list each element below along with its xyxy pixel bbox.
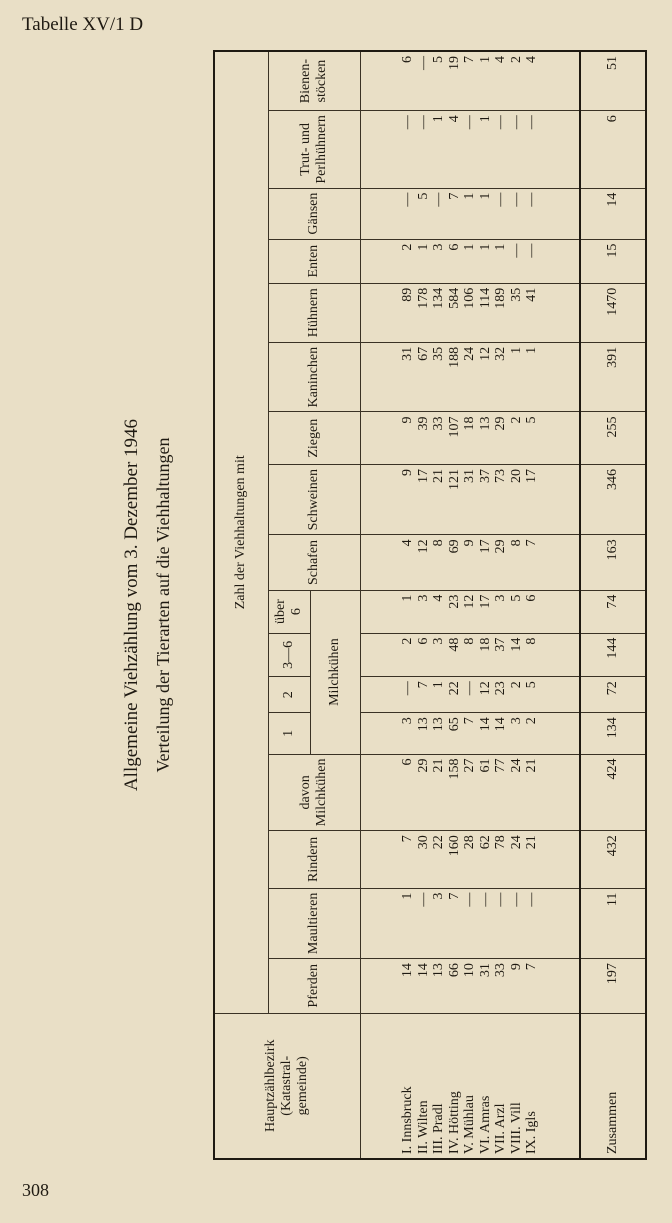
total-huehnern: 1470 <box>580 283 646 342</box>
cell-value: 77 <box>493 758 508 773</box>
cell-value: — <box>477 892 493 907</box>
cell-value: 24 <box>508 758 524 773</box>
cell-value: 9 <box>400 468 415 476</box>
cell-value: 31 <box>462 468 477 483</box>
cell-value: 2 <box>508 681 524 689</box>
cell-value: 1 <box>477 56 493 63</box>
cell-value: 6 <box>415 637 431 645</box>
cell-value: 31 <box>477 963 493 978</box>
table-header <box>214 51 360 1159</box>
cell-value: 61 <box>477 758 493 773</box>
cell-value: 7 <box>400 835 415 843</box>
cell-value: 7 <box>446 892 462 900</box>
cell-value: 39 <box>415 416 431 431</box>
cell-value: 8 <box>524 637 539 645</box>
cell-value: 37 <box>493 637 508 652</box>
cell-value: 5 <box>508 594 524 602</box>
cell-value: 8 <box>508 539 524 547</box>
district-name: VI. Amras <box>477 1095 493 1154</box>
cell-value: — <box>493 115 508 130</box>
cell-value: — <box>462 892 477 907</box>
total-kaninchen: 391 <box>580 342 646 412</box>
cell-value: — <box>415 892 431 907</box>
cell-value: 21 <box>431 468 446 483</box>
cell-value: 30 <box>415 835 431 850</box>
column-values-schweinen <box>360 464 580 534</box>
cell-value: 4 <box>493 56 508 63</box>
cell-value: 1 <box>477 115 493 123</box>
cell-value: — <box>462 115 477 130</box>
cell-value: 8 <box>431 539 446 547</box>
table-title: Allgemeine Viehzählung vom 3. Dezember 1946 <box>121 418 142 792</box>
cell-value: — <box>431 192 446 207</box>
cell-value: 2 <box>400 243 415 251</box>
cell-value: 7 <box>446 192 462 200</box>
cell-value: 12 <box>477 346 493 361</box>
cell-value: 178 <box>415 287 431 309</box>
total-schweinen: 346 <box>580 464 646 534</box>
cell-value: 17 <box>477 594 493 609</box>
cell-value: 13 <box>477 416 493 431</box>
district-names-cell <box>360 1013 580 1159</box>
cell-value: 4 <box>446 115 462 123</box>
rotated-table-area <box>121 50 645 1160</box>
cell-value: 9 <box>462 539 477 547</box>
district-name: VIII. Vill <box>508 1102 524 1154</box>
column-values-k1 <box>360 713 580 754</box>
cell-value: 22 <box>431 835 446 850</box>
cell-value: — <box>508 115 524 130</box>
cell-value: 69 <box>446 539 462 554</box>
cell-value: 78 <box>493 835 508 850</box>
table-row-districts <box>360 51 580 1159</box>
header-maultieren: Maultieren <box>268 888 360 958</box>
cell-value: 6 <box>400 56 415 63</box>
cell-value: 8 <box>462 637 477 645</box>
cell-value: 66 <box>446 963 462 978</box>
cell-value: 17 <box>477 539 493 554</box>
cell-value: 18 <box>477 637 493 652</box>
header-gaensen: Gänsen <box>268 188 360 239</box>
cell-value: 160 <box>446 835 462 857</box>
column-values-gaensen <box>360 188 580 239</box>
cell-value: 6 <box>524 594 539 602</box>
cell-value: 14 <box>400 963 415 978</box>
cell-value: 5 <box>431 56 446 63</box>
header-enten: Enten <box>268 239 360 283</box>
cell-value: 6 <box>400 758 415 766</box>
cell-value: 22 <box>446 681 462 696</box>
cell-value: 29 <box>415 758 431 773</box>
cell-value: 5 <box>415 192 431 200</box>
header-k2: 2 <box>268 677 310 713</box>
cell-value: 134 <box>431 287 446 309</box>
cell-value: 2 <box>508 56 524 63</box>
cell-value: 12 <box>477 681 493 696</box>
column-values-k6 <box>360 590 580 633</box>
district-name: IV. Hötting <box>446 1091 462 1154</box>
header-pferden: Pferden <box>268 959 360 1014</box>
cell-value: 10 <box>462 963 477 978</box>
cell-value: 28 <box>462 835 477 850</box>
header-milchkuehen-sub: Milchkühen <box>310 590 360 754</box>
total-pferden: 197 <box>580 959 646 1014</box>
header-schweinen: Schweinen <box>268 464 360 534</box>
cell-value: 24 <box>508 835 524 850</box>
cell-value: 1 <box>462 243 477 251</box>
cell-value: 584 <box>446 287 462 309</box>
cell-value: 1 <box>462 192 477 200</box>
cell-value: 48 <box>446 637 462 652</box>
cell-value: 7 <box>415 681 431 689</box>
cell-value: 1 <box>524 346 539 354</box>
cell-value: 13 <box>415 717 431 732</box>
cell-value: — <box>493 192 508 207</box>
total-ziegen: 255 <box>580 412 646 464</box>
total-rindern: 432 <box>580 831 646 888</box>
table-subtitle: Verteilung der Tierarten auf die Viehhaltungen <box>153 437 173 773</box>
header-bezirk-line3: gemeinde) <box>295 1056 311 1116</box>
header-group: Zahl der Viehhaltungen mit <box>214 51 268 1013</box>
cell-value: — <box>508 243 524 258</box>
total-maultieren: 11 <box>580 888 646 958</box>
cell-value: — <box>400 681 415 696</box>
page-number: 308 <box>22 1180 49 1200</box>
cell-value: 5 <box>524 681 539 689</box>
cell-value: 3 <box>415 594 431 602</box>
total-trut: 6 <box>580 111 646 188</box>
cell-value: 158 <box>446 758 462 780</box>
cell-value: 121 <box>446 468 462 490</box>
cell-value: — <box>524 115 539 130</box>
cell-value: 4 <box>400 539 415 547</box>
cell-value: 1 <box>415 243 431 251</box>
total-label: Zusammen <box>580 1013 646 1159</box>
cell-value: 89 <box>400 287 415 302</box>
table-reference-header: Tabelle XV/1 D <box>22 14 144 35</box>
cell-value: 6 <box>446 243 462 251</box>
cell-value: — <box>508 892 524 907</box>
cell-value: 4 <box>524 56 539 63</box>
cell-value: 5 <box>524 416 539 424</box>
table-row-total <box>580 51 646 1159</box>
cell-value: 1 <box>431 681 446 689</box>
cell-value: 2 <box>400 637 415 645</box>
total-milchkuehen: 424 <box>580 754 646 831</box>
cell-value: 31 <box>400 346 415 361</box>
cell-value: 4 <box>431 594 446 602</box>
cell-value: 107 <box>446 416 462 438</box>
district-name: VII. Arzl <box>493 1103 508 1154</box>
cell-value: 20 <box>508 468 524 483</box>
cell-value: 33 <box>493 963 508 978</box>
cell-value: — <box>493 892 508 907</box>
column-values-milchkuehen <box>360 754 580 831</box>
cell-value: — <box>524 243 539 258</box>
cell-value: 114 <box>477 287 493 309</box>
cell-value: 1 <box>477 192 493 200</box>
total-k36: 144 <box>580 633 646 677</box>
cell-value: 13 <box>431 963 446 978</box>
total-k1: 134 <box>580 713 646 754</box>
cell-value: — <box>400 192 415 207</box>
cell-value: 9 <box>400 416 415 424</box>
cell-value: 35 <box>431 346 446 361</box>
cell-value: 2 <box>508 416 524 424</box>
cell-value: 21 <box>524 758 539 773</box>
livestock-table <box>213 50 647 1160</box>
cell-value: 73 <box>493 468 508 483</box>
cell-value: 12 <box>415 539 431 554</box>
cell-value: 37 <box>477 468 493 483</box>
cell-value: 21 <box>524 835 539 850</box>
cell-value: 14 <box>508 637 524 652</box>
cell-value: 24 <box>462 346 477 361</box>
header-trut: Trut- und Perlhühnern <box>268 111 360 188</box>
cell-value: 7 <box>462 717 477 725</box>
column-values-kaninchen <box>360 342 580 412</box>
cell-value: 1 <box>493 243 508 251</box>
column-values-bienen <box>360 51 580 111</box>
cell-value: 32 <box>493 346 508 361</box>
total-gaensen: 14 <box>580 188 646 239</box>
cell-value: 19 <box>446 56 462 70</box>
cell-value: 3 <box>493 594 508 602</box>
cell-value: 41 <box>524 287 539 302</box>
cell-value: 29 <box>493 416 508 431</box>
cell-value: 7 <box>524 963 539 971</box>
cell-value: 21 <box>431 758 446 773</box>
header-huehnern: Hühnern <box>268 283 360 342</box>
header-rindern: Rindern <box>268 831 360 888</box>
cell-value: 106 <box>462 287 477 309</box>
column-values-k2 <box>360 677 580 713</box>
cell-value: 3 <box>400 717 415 725</box>
cell-value: 3 <box>431 637 446 645</box>
cell-value: 27 <box>462 758 477 773</box>
header-bienen: Bienen- stöcken <box>268 51 360 111</box>
total-k2: 72 <box>580 677 646 713</box>
cell-value: 35 <box>508 287 524 302</box>
total-enten: 15 <box>580 239 646 283</box>
header-bezirk-line1: Hauptzählbezirk <box>263 1039 279 1133</box>
cell-value: 67 <box>415 346 431 361</box>
cell-value: — <box>415 115 431 130</box>
cell-value: 188 <box>446 346 462 368</box>
header-milchkuehen: davon Milchkühen <box>268 754 360 831</box>
column-values-rindern <box>360 831 580 888</box>
cell-value: 1 <box>400 892 415 900</box>
column-values-schafen <box>360 535 580 590</box>
cell-value: 14 <box>477 717 493 732</box>
cell-value: 3 <box>431 892 446 900</box>
column-values-maultieren <box>360 888 580 958</box>
header-row-columns <box>268 51 310 1159</box>
cell-value: 33 <box>431 416 446 431</box>
cell-value: 17 <box>524 468 539 483</box>
cell-value: 14 <box>493 717 508 732</box>
total-bienen: 51 <box>580 51 646 111</box>
column-values-ziegen <box>360 412 580 464</box>
cell-value: 2 <box>524 717 539 725</box>
header-k36: 3—6 <box>268 633 310 677</box>
header-schafen: Schafen <box>268 535 360 590</box>
column-values-k36 <box>360 633 580 677</box>
header-k1: 1 <box>268 713 310 754</box>
cell-value: 29 <box>493 539 508 554</box>
cell-value: 17 <box>415 468 431 483</box>
cell-value: 23 <box>493 681 508 696</box>
total-k6: 74 <box>580 590 646 633</box>
cell-value: 14 <box>415 963 431 978</box>
district-name: II. Wilten <box>415 1100 431 1154</box>
district-name: I. Innsbruck <box>400 1086 415 1154</box>
cell-value: — <box>462 681 477 696</box>
cell-value: 7 <box>524 539 539 547</box>
district-name: IX. Igls <box>524 1111 539 1154</box>
cell-value: 12 <box>462 594 477 609</box>
cell-value: 1 <box>431 115 446 123</box>
district-name: III. Pradl <box>431 1103 446 1154</box>
total-schafen: 163 <box>580 535 646 590</box>
cell-value: 1 <box>477 243 493 251</box>
cell-value: 9 <box>508 963 524 971</box>
column-values-huehnern <box>360 283 580 342</box>
column-values-pferden <box>360 959 580 1014</box>
cell-value: — <box>524 192 539 207</box>
column-values-trut <box>360 111 580 188</box>
header-kaninchen: Kaninchen <box>268 342 360 412</box>
cell-value: — <box>415 56 431 70</box>
cell-value: 3 <box>508 717 524 725</box>
cell-value: 7 <box>462 56 477 63</box>
header-bezirk-line2: (Katastral- <box>279 1055 295 1116</box>
cell-value: 18 <box>462 416 477 431</box>
header-ziegen: Ziegen <box>268 412 360 464</box>
cell-value: 1 <box>508 346 524 354</box>
header-k6: über 6 <box>268 590 310 633</box>
column-values-enten <box>360 239 580 283</box>
cell-value: 65 <box>446 717 462 732</box>
cell-value: 3 <box>431 243 446 251</box>
cell-value: — <box>508 192 524 207</box>
cell-value: 62 <box>477 835 493 850</box>
header-bezirk <box>214 1013 360 1159</box>
cell-value: 23 <box>446 594 462 609</box>
cell-value: 189 <box>493 287 508 309</box>
cell-value: 13 <box>431 717 446 732</box>
cell-value: — <box>400 115 415 130</box>
district-name: V. Mühlau <box>462 1095 477 1154</box>
cell-value: 1 <box>400 594 415 602</box>
cell-value: — <box>524 892 539 907</box>
